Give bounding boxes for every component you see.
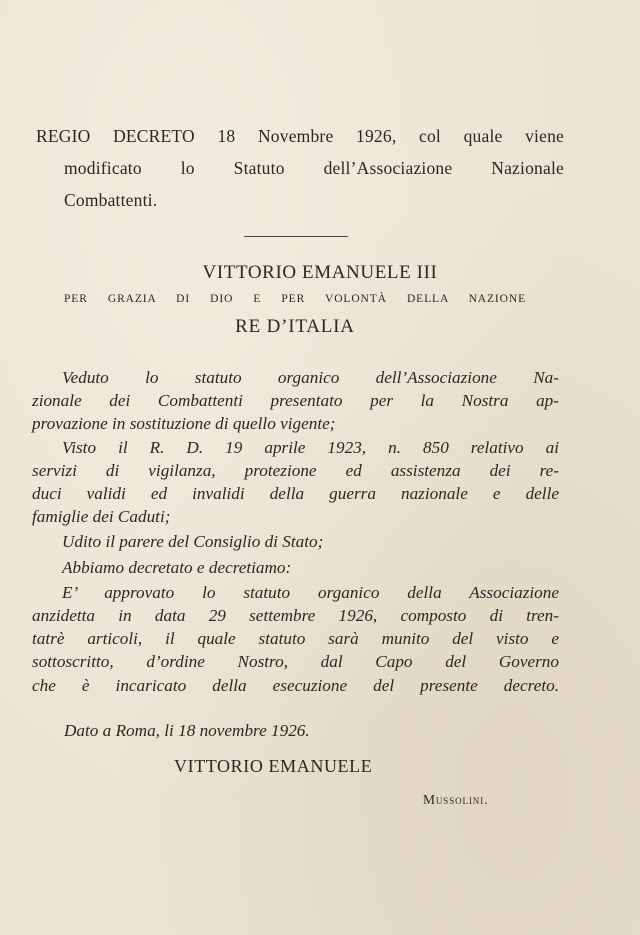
decree-body xyxy=(32,366,559,697)
heading-line-2: modificato lo Statuto dell’Associazione Nazionale xyxy=(64,158,564,178)
body-line-11: anzidetta in data 29 settembre 1926, composto di tren- xyxy=(32,606,559,626)
king-signature: VITTORIO EMANUELE xyxy=(174,756,373,776)
body-line-5: servizi di vigilanza, protezione ed assistenza dei re- xyxy=(32,460,559,480)
body-line-1: Veduto lo statuto organico dell’Associazione Na- xyxy=(62,368,559,387)
body-line-4: Visto il R. D. 19 aprile 1923, n. 850 relativo ai xyxy=(62,437,559,457)
body-line-9: Abbiamo decretato e decretiamo: xyxy=(62,557,292,577)
body-line-6: duci validi ed invalidi della guerra nazionale e delle xyxy=(32,484,559,504)
heading-line-1: REGIO DECRETO 18 Novembre 1926, col quale viene xyxy=(36,126,564,146)
king-title: RE D’ITALIA xyxy=(235,316,355,337)
decree-heading xyxy=(36,120,564,216)
divider-rule xyxy=(244,236,348,237)
grace-formula: PER GRAZIA DI DIO E PER VOLONTÀ DELLA NAZIONE xyxy=(64,293,526,305)
body-line-7: famiglie dei Caduti; xyxy=(32,507,171,527)
body-line-12: tatrè articoli, il quale statuto sarà munito del visto e xyxy=(32,629,559,649)
countersignature: Mussolini. xyxy=(423,792,489,807)
body-line-2: zionale dei Combattenti presentato per la Nostra ap- xyxy=(32,391,559,411)
body-line-10: E’ approvato lo statuto organico della Associazione xyxy=(62,582,559,602)
dated-line: Dato a Roma, li 18 novembre 1926. xyxy=(64,721,310,740)
body-line-3: provazione in sostituzione di quello vigente; xyxy=(32,414,336,434)
king-name: VITTORIO EMANUELE III xyxy=(202,262,438,283)
body-line-14: che è incaricato della esecuzione del presente decreto. xyxy=(32,675,559,695)
heading-line-3: Combattenti. xyxy=(64,190,158,210)
body-line-13: sottoscritto, d’ordine Nostro, dal Capo del Governo xyxy=(32,652,559,672)
body-line-8: Udito il parere del Consiglio di Stato; xyxy=(62,532,324,552)
